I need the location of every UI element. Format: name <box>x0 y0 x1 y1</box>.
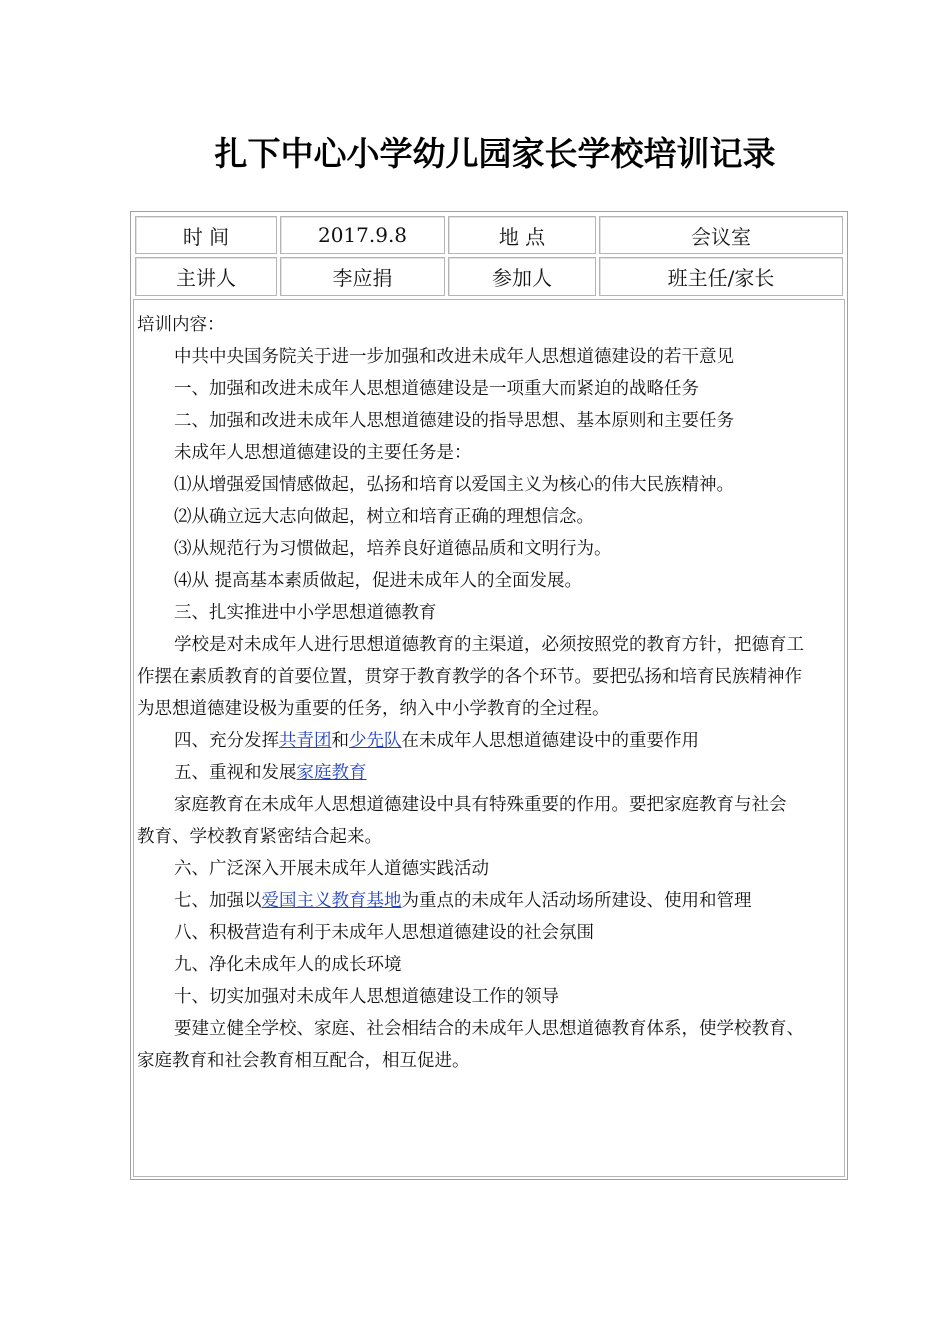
content-paragraph-line: 学校是对未成年人进行思想道德教育的主渠道，必须按照党的教育方针，把德育工 <box>174 635 804 655</box>
speaker-value: 李应捐 <box>280 257 445 296</box>
link-patriotic-education-base[interactable]: 爱国主义教育基地 <box>261 891 402 911</box>
time-value: 2017.9.8 <box>280 216 445 254</box>
content-paragraph: 十、切实加强对未成年人思想道德建设工作的领导 <box>174 987 559 1007</box>
content-paragraph-line: 为思想道德建设极为重要的任务，纳入中小学教育的全过程。 <box>137 699 610 719</box>
training-content-cell <box>133 299 845 1177</box>
content-paragraph-line: 作摆在素质教育的首要位置，贯穿于教育教学的各个环节。要把弘扬和培育民族精神作 <box>137 667 802 687</box>
content-paragraph-line: 家庭教育和社会教育相互配合，相互促进。 <box>137 1051 470 1071</box>
content-paragraph: 九、净化未成年人的成长环境 <box>174 955 402 975</box>
time-label: 时 间 <box>135 216 277 254</box>
content-paragraph <box>137 757 849 789</box>
content-paragraph: 未成年人思想道德建设的主要任务是： <box>174 443 472 463</box>
content-paragraph: ⑵从确立远大志向做起，树立和培育正确的理想信念。 <box>174 507 594 527</box>
place-value: 会议室 <box>599 216 843 254</box>
content-paragraph: ⑶从规范行为习惯做起，培养良好道德品质和文明行为。 <box>174 539 612 559</box>
content-paragraph-line: 教育、学校教育紧密结合起来。 <box>137 827 382 847</box>
content-paragraph <box>137 725 849 757</box>
content-paragraph: ⑷从 提高基本素质做起，促进未成年人的全面发展。 <box>174 571 583 591</box>
text-span: 七、加强以 <box>174 891 262 911</box>
text-span: 五、重视和发展 <box>174 763 297 783</box>
page-title: 扎下中心小学幼儿园家长学校培训记录 <box>214 134 776 173</box>
content-paragraph-line: 要建立健全学校、家庭、社会相结合的未成年人思想道德教育体系，使学校教育、 <box>174 1019 804 1039</box>
content-paragraph: 一、加强和改进未成年人思想道德建设是一项重大而紧迫的战略任务 <box>174 379 699 399</box>
content-paragraph: 六、广泛深入开展未成年人道德实践活动 <box>174 859 489 879</box>
content-paragraph: 中共中央国务院关于进一步加强和改进未成年人思想道德建设的若干意见 <box>174 347 734 367</box>
participants-label: 参加人 <box>448 257 596 296</box>
content-paragraph: 三、扎实推进中小学思想道德教育 <box>174 603 437 623</box>
content-paragraph: 二、加强和改进未成年人思想道德建设的指导思想、基本原则和主要任务 <box>174 411 734 431</box>
link-family-education[interactable]: 家庭教育 <box>296 763 367 783</box>
text-span: 四、充分发挥 <box>174 731 279 751</box>
link-young-pioneers[interactable]: 少先队 <box>349 731 402 751</box>
text-span: 和 <box>331 731 349 751</box>
content-paragraph <box>137 885 849 917</box>
training-content <box>137 309 849 1077</box>
place-label: 地 点 <box>448 216 596 254</box>
content-paragraph: ⑴从增强爱国情感做起，弘扬和培育以爱国主义为核心的伟大民族精神。 <box>174 475 734 495</box>
participants-value: 班主任/家长 <box>599 257 843 296</box>
training-record-table <box>130 211 848 1180</box>
content-paragraph: 八、积极营造有利于未成年人思想道德建设的社会氛围 <box>174 923 594 943</box>
text-span: 在未成年人思想道德建设中的重要作用 <box>401 731 699 751</box>
speaker-label: 主讲人 <box>135 257 277 296</box>
content-heading: 培训内容： <box>137 315 225 335</box>
text-span: 为重点的未成年人活动场所建设、使用和管理 <box>401 891 752 911</box>
content-paragraph-line: 家庭教育在未成年人思想道德建设中具有特殊重要的作用。要把家庭教育与社会 <box>174 795 787 815</box>
link-communist-youth-league[interactable]: 共青团 <box>279 731 332 751</box>
